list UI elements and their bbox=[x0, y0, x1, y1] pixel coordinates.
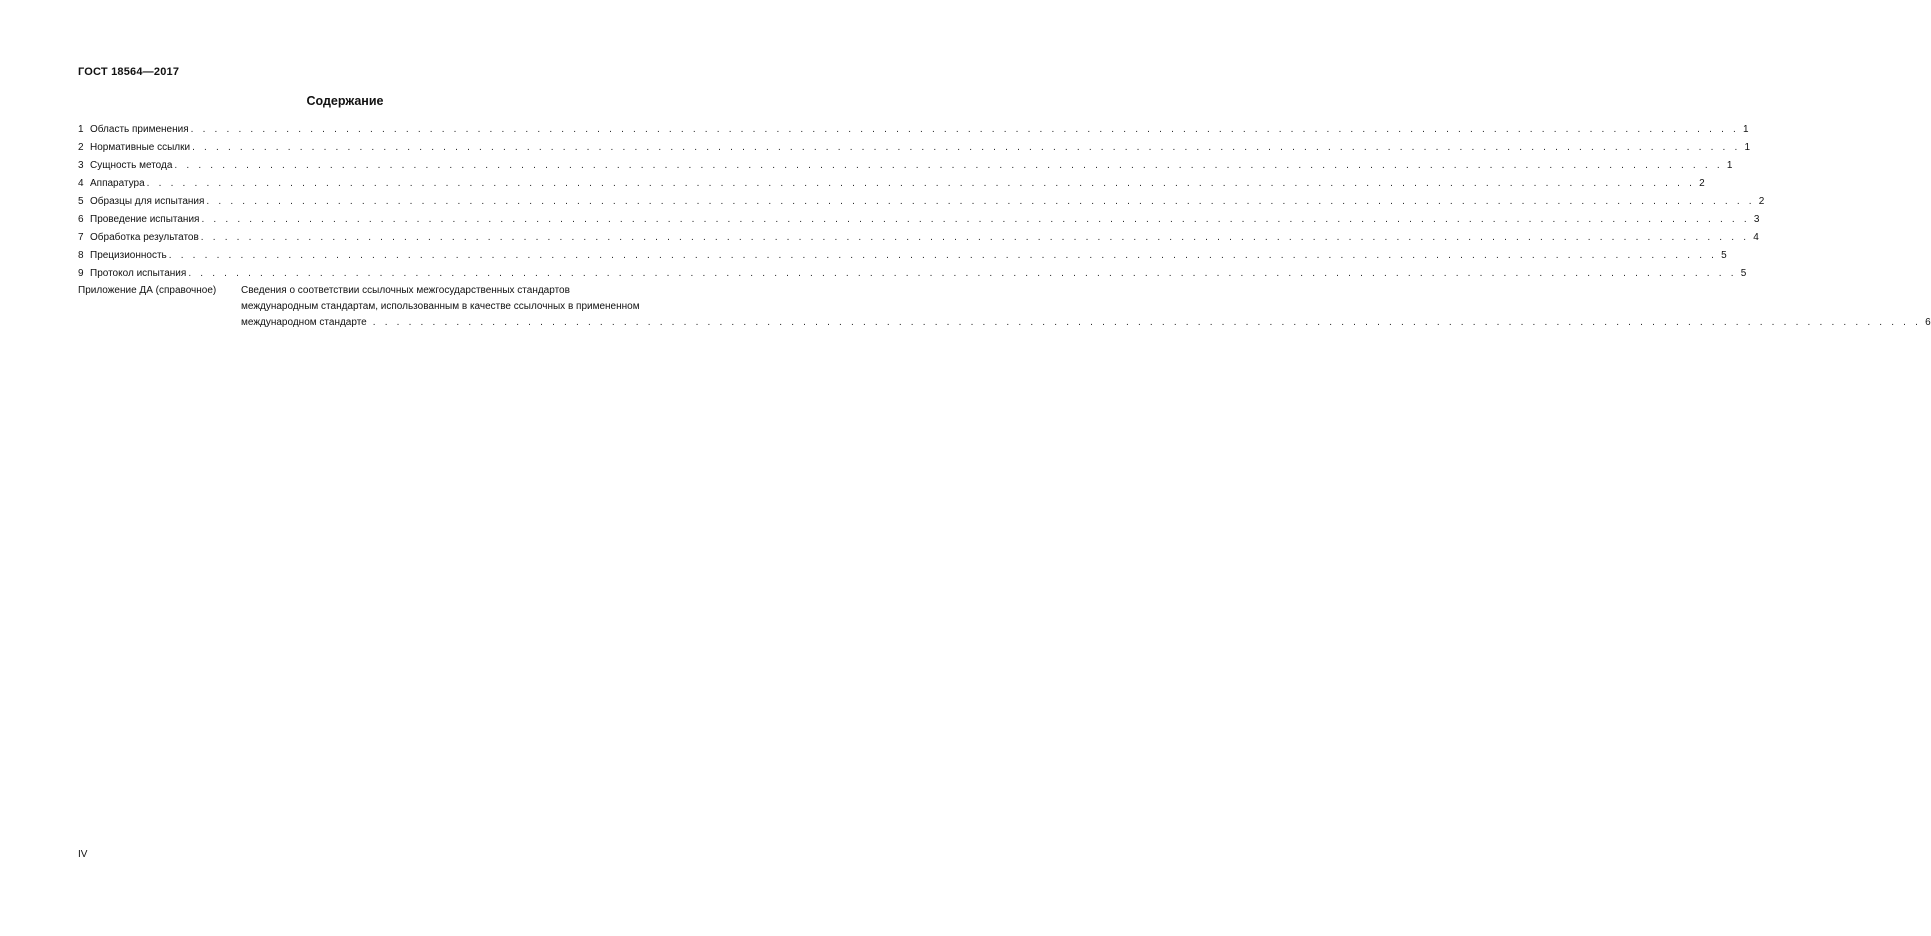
toc-item[interactable] bbox=[78, 175, 1705, 193]
page-title: Содержание bbox=[306, 94, 384, 108]
toc-item-number: 7 bbox=[78, 232, 84, 243]
toc-item-label: Протокол испытания bbox=[90, 268, 187, 279]
toc-item-page: 1 bbox=[1726, 160, 1733, 171]
standard-header: ГОСТ 18564—2017 bbox=[78, 66, 180, 78]
toc-item-number: 8 bbox=[78, 250, 84, 261]
appendix-title-line: Сведения о соответствии ссылочных межгосударственных стандартов bbox=[241, 285, 570, 296]
dot-leader bbox=[201, 229, 1749, 247]
toc-item[interactable] bbox=[78, 265, 1747, 283]
toc-item[interactable] bbox=[78, 211, 1760, 229]
toc-item-number: 3 bbox=[78, 160, 84, 171]
appendix-title-line: международным стандартам, использованным в качестве ссылочных в примененном bbox=[241, 301, 640, 312]
toc-item[interactable] bbox=[78, 247, 1727, 265]
toc-item-number: 1 bbox=[78, 124, 84, 135]
toc-item[interactable] bbox=[78, 157, 1733, 175]
toc-item-page: 1 bbox=[1743, 124, 1749, 135]
toc-item-page: 2 bbox=[1699, 178, 1705, 189]
toc-item[interactable] bbox=[78, 139, 1751, 157]
toc-item-page: 4 bbox=[1753, 232, 1759, 243]
toc-item-page: 3 bbox=[1753, 214, 1760, 225]
dot-leader bbox=[373, 315, 1921, 331]
toc-item-label: Сущность метода bbox=[90, 160, 173, 171]
toc-item-label: Образцы для испытания bbox=[90, 196, 205, 207]
page-number: IV bbox=[78, 849, 88, 860]
toc-item-number: 6 bbox=[78, 214, 84, 225]
dot-leader bbox=[201, 211, 1749, 229]
toc-item-label: Обработка результатов bbox=[90, 232, 199, 243]
toc-item-label: Прецизионность bbox=[90, 250, 167, 261]
table-of-contents bbox=[78, 121, 1931, 331]
dot-leader bbox=[192, 139, 1740, 157]
toc-item[interactable] bbox=[78, 193, 1765, 211]
toc-item-label: Область применения bbox=[90, 124, 189, 135]
dot-leader bbox=[188, 265, 1736, 283]
toc-item[interactable] bbox=[78, 121, 1749, 139]
toc-item-number: 4 bbox=[78, 178, 84, 189]
toc-item-number: 5 bbox=[78, 196, 84, 207]
dot-leader bbox=[169, 247, 1717, 265]
dot-leader bbox=[147, 175, 1695, 193]
toc-item-number: 9 bbox=[78, 268, 84, 279]
toc-item-label: Проведение испытания bbox=[90, 214, 200, 225]
appendix-title bbox=[241, 283, 1931, 331]
dot-leader bbox=[191, 121, 1739, 139]
appendix-title-line: международном стандарте bbox=[241, 317, 367, 328]
toc-appendix-item[interactable] bbox=[78, 283, 1931, 331]
toc-item-page: 5 bbox=[1740, 268, 1747, 279]
toc-item-page: 2 bbox=[1758, 196, 1765, 207]
toc-item-page: 1 bbox=[1744, 142, 1751, 153]
toc-item-page: 5 bbox=[1721, 250, 1727, 261]
dot-leader bbox=[206, 193, 1754, 211]
toc-item-number: 2 bbox=[78, 142, 84, 153]
toc-item-label: Аппаратура bbox=[90, 178, 145, 189]
appendix-heading: Приложение ДА (справочное) bbox=[78, 285, 217, 296]
toc-item-page: 6 bbox=[1925, 317, 1931, 328]
toc-item[interactable] bbox=[78, 229, 1759, 247]
toc-item-label: Нормативные ссылки bbox=[90, 142, 191, 153]
dot-leader bbox=[174, 157, 1722, 175]
